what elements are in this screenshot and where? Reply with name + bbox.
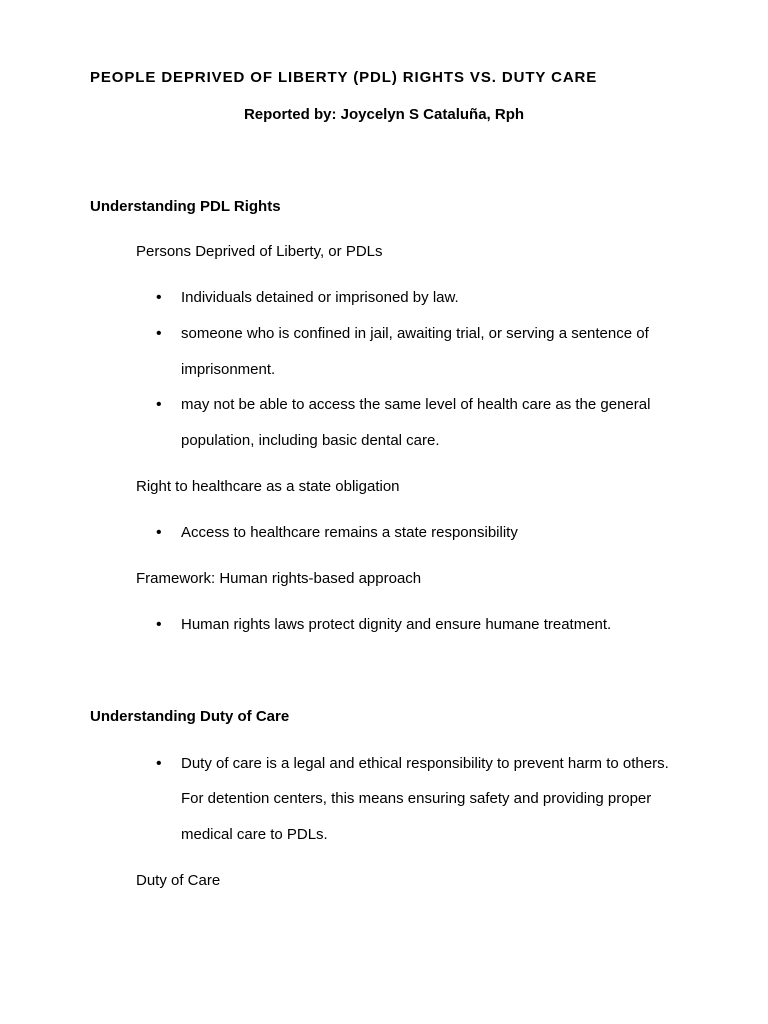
list-item-text: Access to healthcare remains a state responsibility [181,524,518,541]
reported-by: Reported by: Joycelyn S Cataluña, Rph [243,106,525,123]
bullet-icon: • [156,289,162,306]
bullet-icon: • [156,616,162,633]
list-item-text: someone who is confined in jail, awaiting trial, or serving a sentence of [181,325,649,342]
section-heading-duty-of-care: Understanding Duty of Care [90,708,290,725]
bullet-icon: • [156,755,162,772]
list-item-text-continued: medical care to PDLs. [181,826,328,843]
bullet-icon: • [156,396,162,413]
section-heading-pdl-rights: Understanding PDL Rights [90,198,281,215]
list-item-text: Duty of care is a legal and ethical responsibility to prevent harm to others. [181,755,669,772]
document-title: PEOPLE DEPRIVED OF LIBERTY (PDL) RIGHTS VS. DUTY CARE [90,69,598,86]
list-item-text: may not be able to access the same level of health care as the general [181,396,651,413]
list-item-text-continued: population, including basic dental care. [181,432,440,449]
subheading-right-to-healthcare: Right to healthcare as a state obligation [136,478,400,495]
subheading-duty-of-care: Duty of Care [136,872,221,889]
subheading-framework: Framework: Human rights-based approach [136,570,422,587]
list-item-text: Individuals detained or imprisoned by law. [181,289,459,306]
list-item-text: Human rights laws protect dignity and ensure humane treatment. [181,616,612,633]
subheading-persons-deprived: Persons Deprived of Liberty, or PDLs [136,243,383,260]
bullet-icon: • [156,325,162,342]
list-item-text-continued: For detention centers, this means ensuring safety and providing proper [181,790,652,807]
list-item-text-continued: imprisonment. [181,361,276,378]
bullet-icon: • [156,524,162,541]
